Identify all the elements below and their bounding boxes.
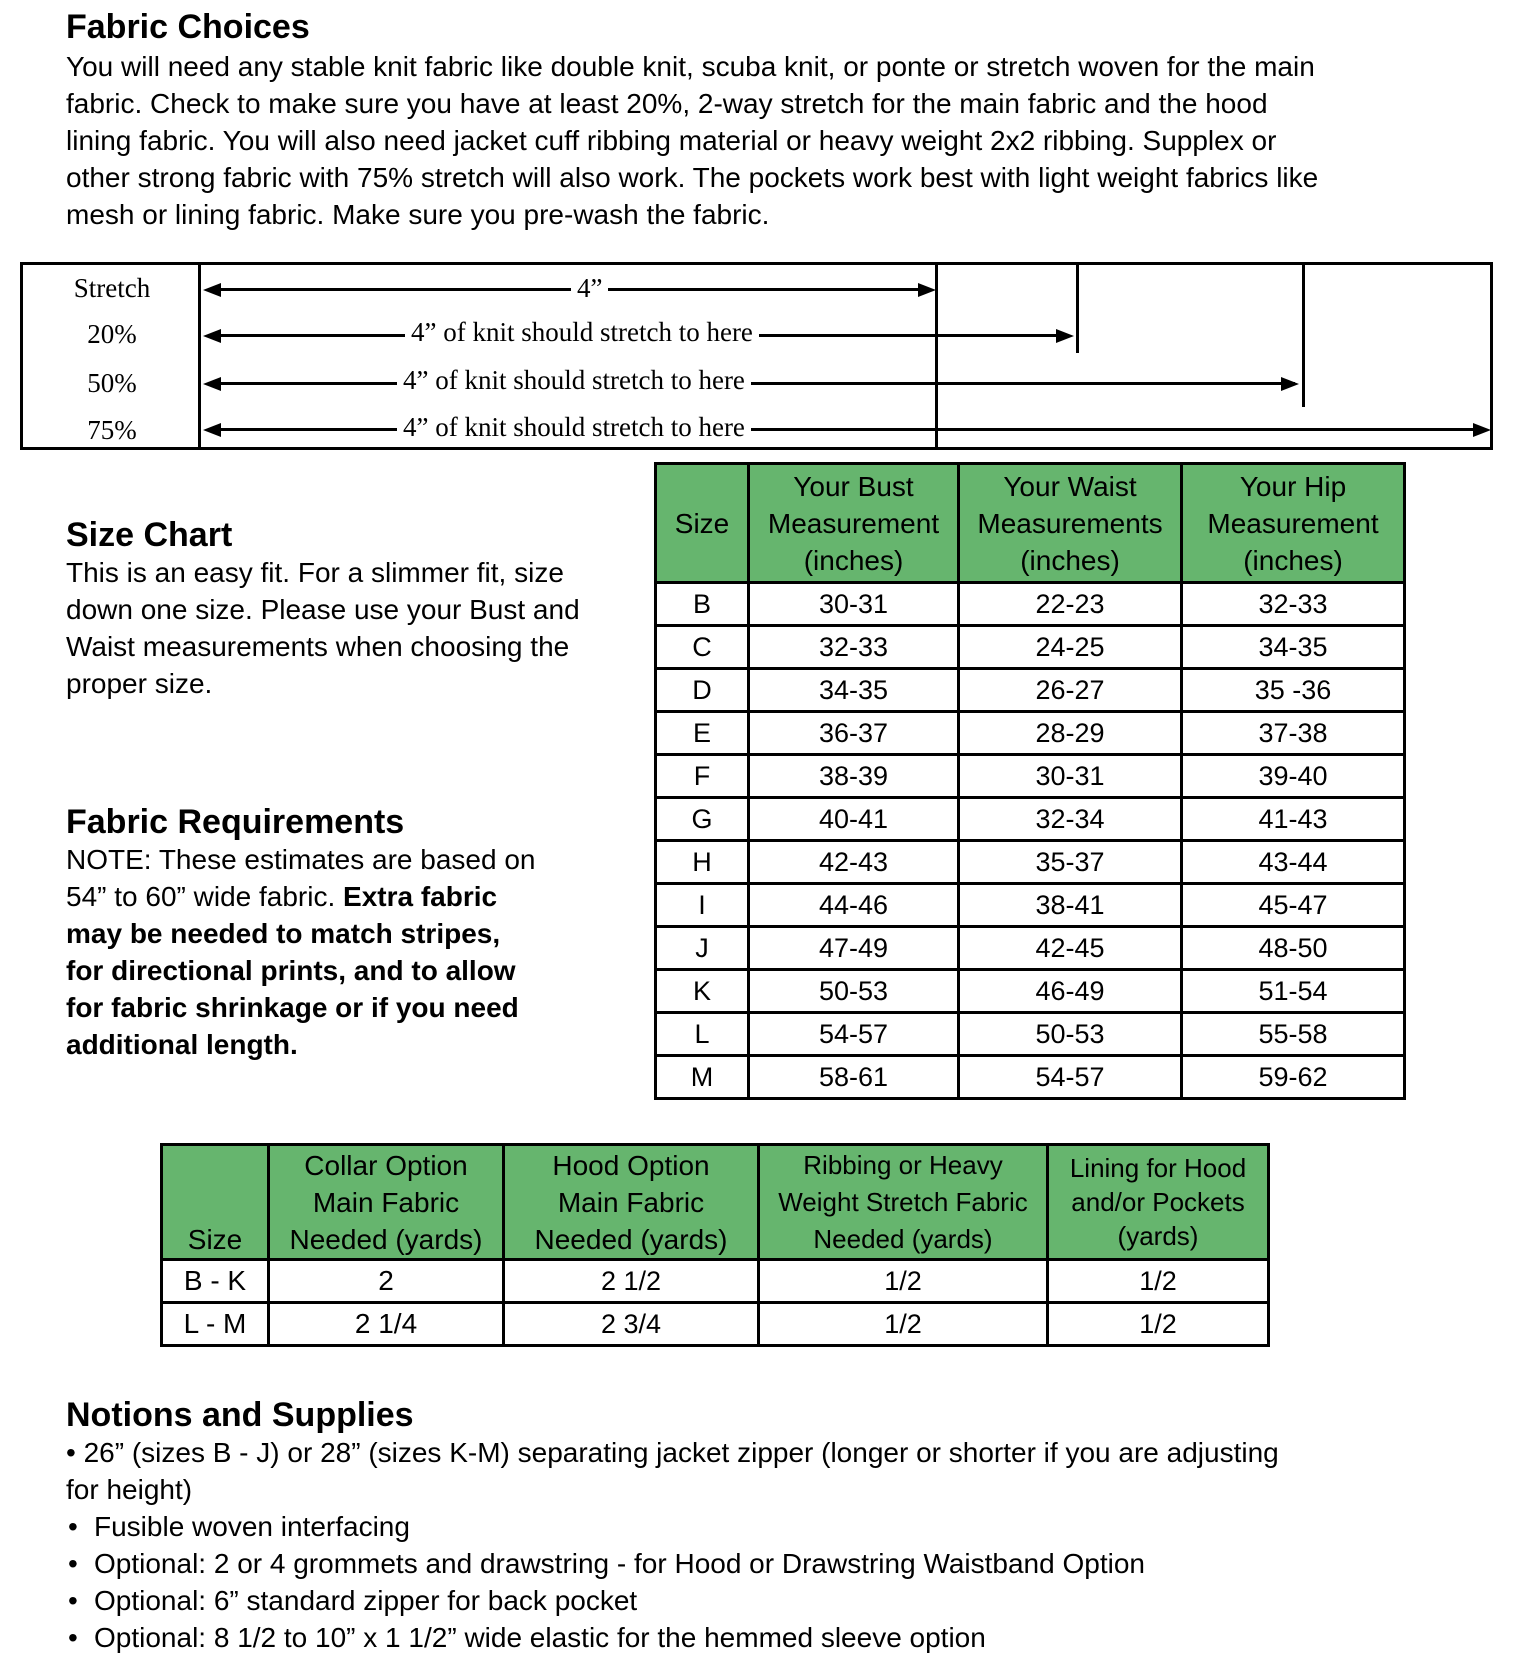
size-cell: D	[656, 669, 749, 712]
hip-cell: 43-44	[1182, 841, 1405, 884]
stretch-50-arrow-line	[209, 382, 1295, 385]
size-chart-title: Size Chart	[66, 516, 233, 554]
table-row	[656, 626, 1405, 669]
notions-title: Notions and Supplies	[66, 1396, 414, 1434]
bust-cell: 47-49	[749, 927, 959, 970]
hip-cell: 34-35	[1182, 626, 1405, 669]
arrow-left-icon	[203, 283, 221, 297]
hip-cell: 37-38	[1182, 712, 1405, 755]
table-row	[656, 712, 1405, 755]
stretch-75-text: 4” of knit should stretch to here	[397, 412, 751, 443]
fabric-choices-line: other strong fabric with 75% stretch will also work. The pockets work best with light weight fabrics like	[66, 162, 1319, 193]
size-cell: H	[656, 841, 749, 884]
size-chart-line: Waist measurements when choosing the	[66, 631, 570, 662]
hip-cell: 55-58	[1182, 1013, 1405, 1056]
fabric-choices-text	[66, 48, 1506, 233]
fabric-requirements-bold-line: may be needed to match stripes,	[66, 918, 501, 949]
arrow-left-icon	[203, 423, 221, 437]
waist-cell: 28-29	[959, 712, 1182, 755]
size-cell: K	[656, 970, 749, 1013]
size-cell: J	[656, 927, 749, 970]
bust-cell: 44-46	[749, 884, 959, 927]
list-item: • Fusible woven interfacing	[66, 1508, 1506, 1545]
stretch-percent-75: 75%	[87, 415, 137, 445]
hip-cell: 59-62	[1182, 1056, 1405, 1099]
hood-yardage-cell: 2 1/2	[504, 1260, 759, 1303]
size-chart-section	[66, 516, 646, 702]
size-cell: G	[656, 798, 749, 841]
stretch-label-column	[23, 265, 201, 447]
size-chart-line: proper size.	[66, 668, 213, 699]
waist-cell: 42-45	[959, 927, 1182, 970]
fabric-requirements-table	[160, 1143, 1270, 1347]
size-header: Size	[162, 1145, 269, 1260]
fabric-requirements-title: Fabric Requirements	[66, 803, 405, 841]
fabric-choices-line: fabric. Check to make sure you have at least 20%, 2-way stretch for the main fabric and the hood	[66, 88, 1268, 119]
fabric-requirements-bold-line: for directional prints, and to allow	[66, 955, 516, 986]
stretch-50-text: 4” of knit should stretch to here	[397, 365, 751, 396]
hood-option-header: Hood Option Main Fabric Needed (yards)	[504, 1145, 759, 1260]
fabric-choices-title: Fabric Choices	[66, 8, 310, 46]
size-chart-table	[654, 462, 1406, 1100]
arrow-left-icon	[203, 329, 221, 343]
waist-cell: 24-25	[959, 626, 1182, 669]
size-cell: F	[656, 755, 749, 798]
table-row	[162, 1303, 1269, 1346]
waist-cell: 46-49	[959, 970, 1182, 1013]
fabric-choices-line: mesh or lining fabric. Make sure you pre-wash the fabric.	[66, 199, 770, 230]
fabric-requirements-section	[66, 803, 646, 1063]
waist-cell: 54-57	[959, 1056, 1182, 1099]
hood-yardage-cell: 2 3/4	[504, 1303, 759, 1346]
table-row	[162, 1260, 1269, 1303]
bust-cell: 50-53	[749, 970, 959, 1013]
collar-yardage-cell: 2	[269, 1260, 504, 1303]
notions-section	[66, 1396, 1506, 1656]
fabric-requirements-line	[66, 878, 646, 915]
four-inch-label: 4”	[571, 273, 608, 304]
fabric-requirements-line: NOTE: These estimates are based on	[66, 844, 536, 875]
table-row	[656, 1013, 1405, 1056]
arrow-right-icon	[918, 283, 936, 297]
fabric-table-header-row	[162, 1145, 1269, 1260]
hip-cell: 32-33	[1182, 583, 1405, 626]
stretch-percent-20: 20%	[87, 319, 137, 349]
table-row	[656, 884, 1405, 927]
collar-yardage-cell: 2 1/4	[269, 1303, 504, 1346]
ribbing-header: Ribbing or Heavy Weight Stretch Fabric Needed (yards)	[759, 1145, 1048, 1260]
bust-cell: 42-43	[749, 841, 959, 884]
table-row	[656, 841, 1405, 884]
lining-header: Lining for Hood and/or Pockets (yards)	[1048, 1145, 1269, 1260]
hip-cell: 51-54	[1182, 970, 1405, 1013]
bust-cell: 54-57	[749, 1013, 959, 1056]
bust-cell: 34-35	[749, 669, 959, 712]
ribbing-yardage-cell: 1/2	[759, 1260, 1048, 1303]
lining-yardage-cell: 1/2	[1048, 1303, 1269, 1346]
table-row	[656, 669, 1405, 712]
stretch-20-text: 4” of knit should stretch to here	[405, 317, 759, 348]
stretch-percent-50: 50%	[87, 368, 137, 398]
hip-cell: 39-40	[1182, 755, 1405, 798]
bust-cell: 32-33	[749, 626, 959, 669]
hip-cell: 48-50	[1182, 927, 1405, 970]
bust-cell: 36-37	[749, 712, 959, 755]
arrow-left-icon	[203, 377, 221, 391]
four-inch-arrow-line	[209, 288, 929, 291]
list-item: • 26” (sizes B - J) or 28” (sizes K-M) separating jacket zipper (longer or shorter if you are adjusting	[66, 1437, 1279, 1468]
arrow-right-icon	[1281, 377, 1299, 391]
bust-cell: 38-39	[749, 755, 959, 798]
hip-cell: 45-47	[1182, 884, 1405, 927]
bust-cell: 30-31	[749, 583, 959, 626]
arrow-right-icon	[1473, 423, 1491, 437]
size-chart-line: This is an easy fit. For a slimmer fit, size	[66, 557, 564, 588]
notions-list	[66, 1434, 1506, 1656]
table-row	[656, 755, 1405, 798]
waist-cell: 38-41	[959, 884, 1182, 927]
waist-cell: 26-27	[959, 669, 1182, 712]
lining-yardage-cell: 1/2	[1048, 1260, 1269, 1303]
waist-cell: 50-53	[959, 1013, 1182, 1056]
collar-option-header: Collar Option Main Fabric Needed (yards)	[269, 1145, 504, 1260]
size-cell: E	[656, 712, 749, 755]
fabric-choices-section	[66, 8, 1506, 233]
note-bold-text: Extra fabric	[343, 881, 498, 912]
fabric-requirements-text	[66, 841, 646, 1063]
list-item-continuation: for height)	[66, 1474, 193, 1505]
size-header: Size	[656, 464, 749, 583]
size-cell: B	[656, 583, 749, 626]
twenty-percent-marker-line	[1076, 265, 1079, 353]
arrow-right-icon	[1056, 329, 1074, 343]
fabric-requirements-bold-line: additional length.	[66, 1029, 298, 1060]
list-item: • Optional: 6” standard zipper for back pocket	[66, 1582, 1506, 1619]
stretch-guide	[20, 262, 1493, 450]
note-plain-text: 54” to 60” wide fabric.	[66, 881, 344, 912]
size-chart-text	[66, 554, 646, 702]
stretch-header-label: Stretch	[73, 273, 151, 303]
size-cell: L	[656, 1013, 749, 1056]
ribbing-yardage-cell: 1/2	[759, 1303, 1048, 1346]
bust-header: Your Bust Measurement (inches)	[749, 464, 959, 583]
waist-cell: 30-31	[959, 755, 1182, 798]
fabric-requirements-bold-line: for fabric shrinkage or if you need	[66, 992, 519, 1023]
size-cell: I	[656, 884, 749, 927]
fabric-choices-line: lining fabric. You will also need jacket cuff ribbing material or heavy weight 2x2 ribbing. Supplex or	[66, 125, 1277, 156]
size-range-cell: B - K	[162, 1260, 269, 1303]
list-item: • Optional: 8 1/2 to 10” x 1 1/2” wide elastic for the hemmed sleeve option	[66, 1619, 1506, 1656]
size-cell: C	[656, 626, 749, 669]
size-chart-header-row	[656, 464, 1405, 583]
waist-cell: 35-37	[959, 841, 1182, 884]
bust-cell: 58-61	[749, 1056, 959, 1099]
waist-cell: 32-34	[959, 798, 1182, 841]
hip-header: Your Hip Measurement (inches)	[1182, 464, 1405, 583]
table-row	[656, 583, 1405, 626]
size-cell: M	[656, 1056, 749, 1099]
size-chart-line: down one size. Please use your Bust and	[66, 594, 580, 625]
waist-cell: 22-23	[959, 583, 1182, 626]
table-row	[656, 970, 1405, 1013]
bust-cell: 40-41	[749, 798, 959, 841]
size-range-cell: L - M	[162, 1303, 269, 1346]
list-item: • Optional: 2 or 4 grommets and drawstring - for Hood or Drawstring Waistband Option	[66, 1545, 1506, 1582]
hip-cell: 41-43	[1182, 798, 1405, 841]
table-row	[656, 798, 1405, 841]
table-row	[656, 1056, 1405, 1099]
fabric-choices-line: You will need any stable knit fabric like double knit, scuba knit, or ponte or stretch woven for the main	[66, 51, 1315, 82]
waist-header: Your Waist Measurements (inches)	[959, 464, 1182, 583]
fifty-percent-marker-line	[1302, 265, 1305, 407]
table-row	[656, 927, 1405, 970]
hip-cell: 35 -36	[1182, 669, 1405, 712]
